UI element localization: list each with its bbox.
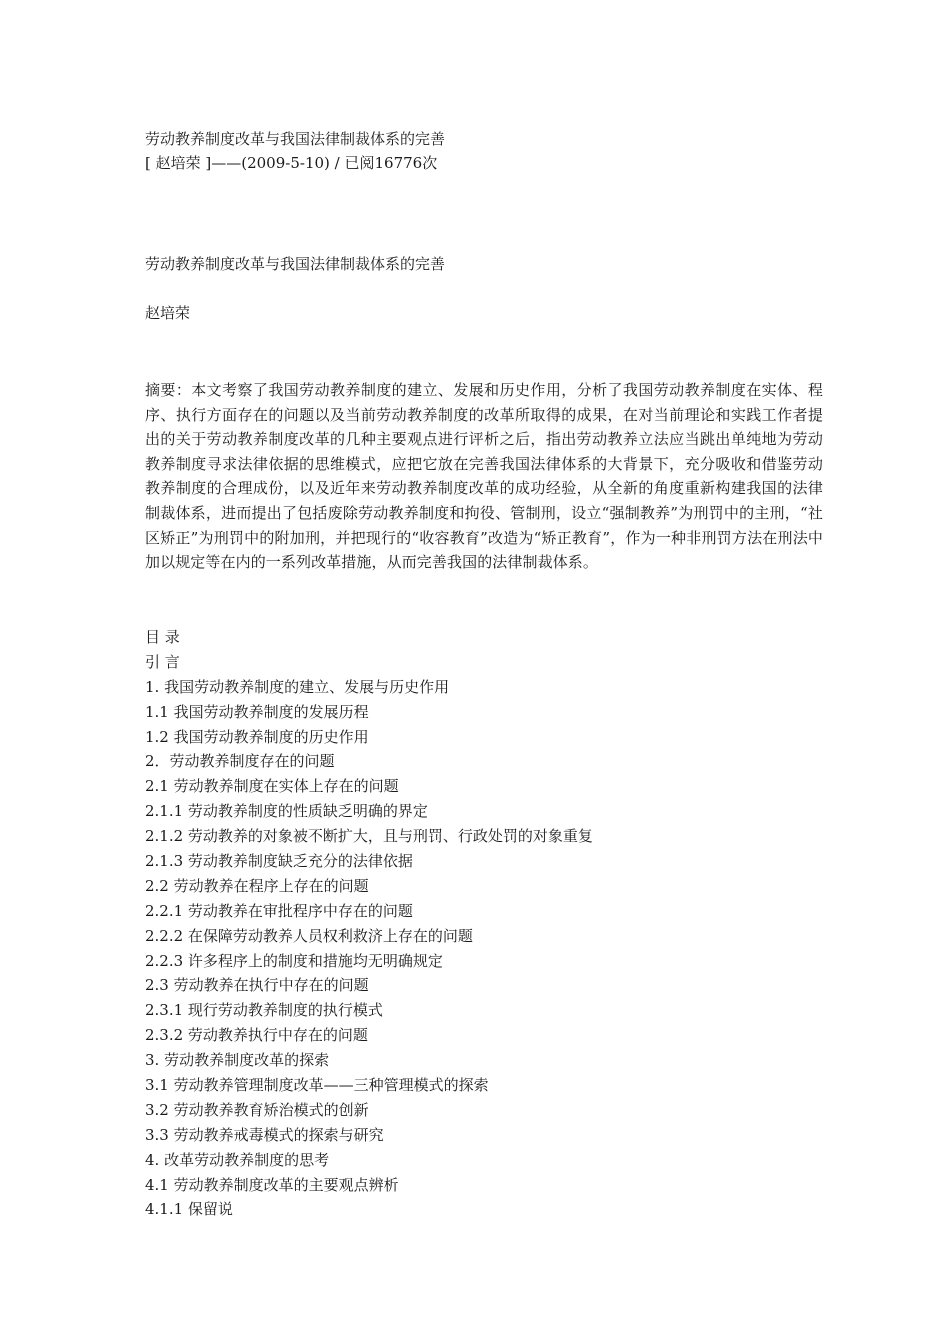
toc-item: 2.1.2 劳动教养的对象被不断扩大，且与刑罚、行政处罚的对象重复 <box>145 827 593 846</box>
toc-item: 3.2 劳动教养教育矫治模式的创新 <box>145 1100 369 1119</box>
toc-item: 2.2.1 劳动教养在审批程序中存在的问题 <box>145 901 413 920</box>
toc-item: 3.3 劳动教养戒毒模式的探索与研究 <box>145 1125 384 1144</box>
toc-item: 3. 劳动教养制度改革的探索 <box>145 1051 330 1070</box>
toc-item: 2.3 劳动教养在执行中存在的问题 <box>145 976 369 995</box>
toc-item: 2.2 劳动教养在程序上存在的问题 <box>145 876 369 895</box>
toc-item: 2.1 劳动教养制度在实体上存在的问题 <box>145 777 399 796</box>
toc-item: 4.1.1 保留说 <box>145 1200 233 1219</box>
toc-item: 1.1 我国劳动教养制度的发展历程 <box>145 702 369 721</box>
article-title: 劳动教养制度改革与我国法律制裁体系的完善 <box>145 255 446 273</box>
toc-item: 2.2.3 许多程序上的制度和措施均无明确规定 <box>145 951 443 970</box>
toc-item: 引 言 <box>145 652 180 671</box>
table-of-contents <box>145 627 593 1224</box>
toc-item: 4. 改革劳动教养制度的思考 <box>145 1150 330 1169</box>
header-title: 劳动教养制度改革与我国法律制裁体系的完善 <box>145 130 446 148</box>
toc-item: 1. 我国劳动教养制度的建立、发展与历史作用 <box>145 677 450 696</box>
article-abstract: 摘要：本文考察了我国劳动教养制度的建立、发展和历史作用，分析了我国劳动教养制度在实体、程序、执行方面存在的问题以及当前劳动教养制度的改革所取得的成果，在对当前理论和实践工作者提出的关于劳动教养制度改革的几种主要观点进行评析之后，指出劳动教养立法应当跳出单纯地为劳动教养制度寻求法律依据的思维模式，应把它放在完善我国法律体系的大背景下，充分吸收和借鉴劳动教养制度的合理成份，以及近年来劳动教养制度改革的成功经验，从全新的角度重新构建我国的法律制裁体系，进而提出了包括废除劳动教养制度和拘役、管制刑，设立“强制教养”为刑罚中的主刑，“社区矫正”为刑罚中的附加刑，并把现行的“收容教育”改造为“矫正教育”，作为一种非刑罚方法在刑法中加以规定等在内的一系列改革措施，从而完善我国的法律制裁体系。 <box>145 381 823 572</box>
toc-item: 2.1.3 劳动教养制度缺乏充分的法律依据 <box>145 852 413 871</box>
toc-item: 2．劳动教养制度存在的问题 <box>145 752 335 771</box>
toc-item: 2.3.2 劳动教养执行中存在的问题 <box>145 1026 368 1045</box>
header-meta: [ 赵培荣 ]——(2009-5-10) / 已阅16776次 <box>145 154 438 172</box>
toc-item: 3.1 劳动教养管理制度改革——三种管理模式的探索 <box>145 1076 489 1095</box>
toc-item: 2.2.2 在保障劳动教养人员权利救济上存在的问题 <box>145 926 473 945</box>
toc-item: 2.1.1 劳动教养制度的性质缺乏明确的界定 <box>145 802 428 821</box>
toc-item: 4.1 劳动教养制度改革的主要观点辨析 <box>145 1175 399 1194</box>
toc-item: 1.2 我国劳动教养制度的历史作用 <box>145 727 369 746</box>
article-author: 赵培荣 <box>145 304 191 322</box>
toc-item: 2.3.1 现行劳动教养制度的执行模式 <box>145 1001 383 1020</box>
toc-heading: 目 录 <box>145 628 180 646</box>
